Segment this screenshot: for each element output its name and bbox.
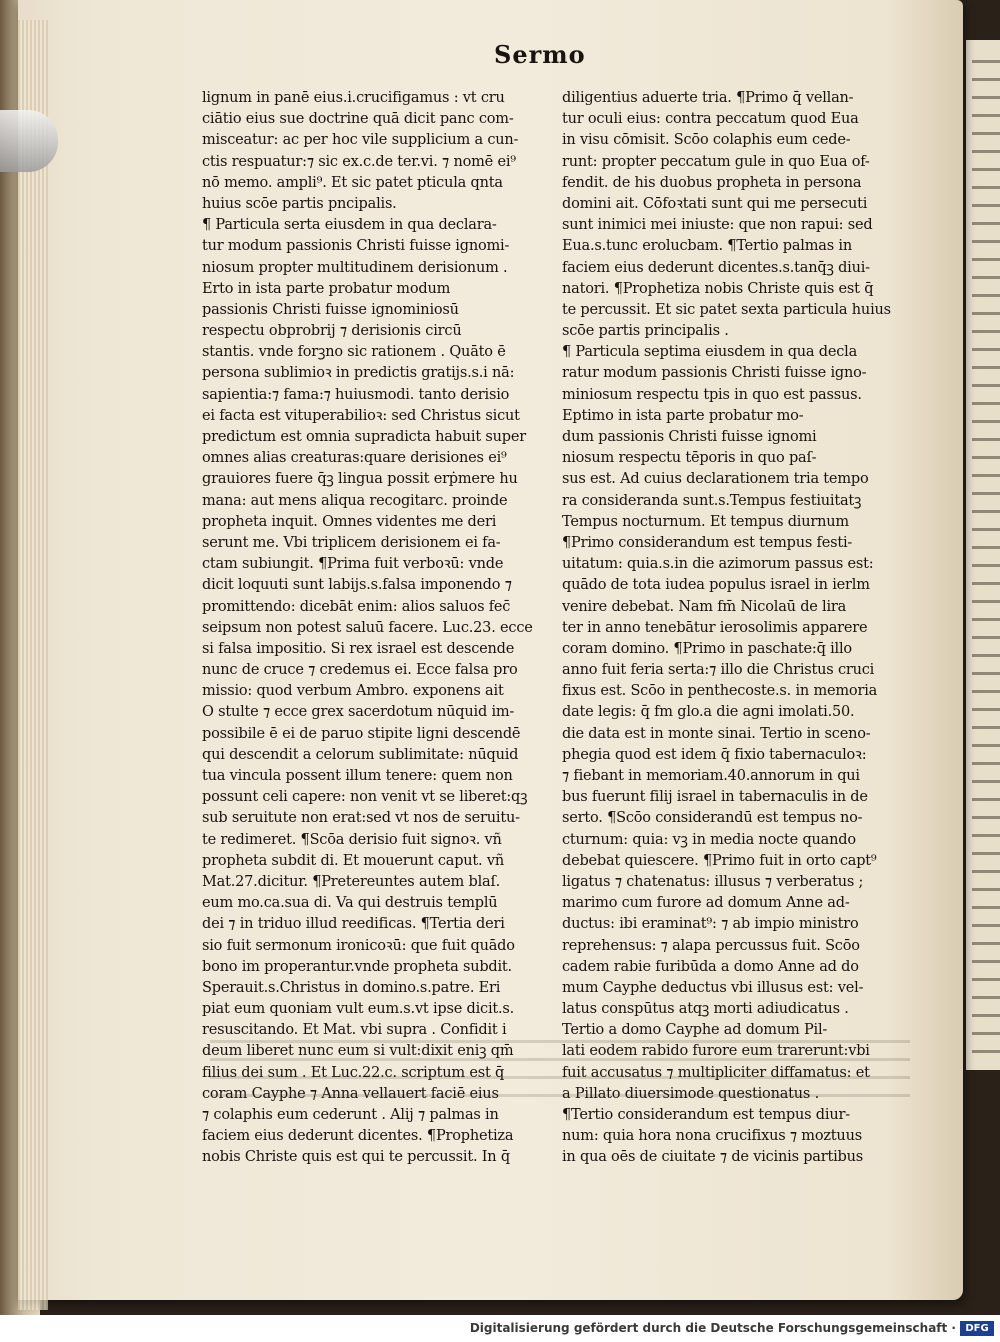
text-line: fendit. de his duobus propheta in persona [562,174,862,191]
text-line: propheta subdit di. Et mouerunt caput. vñ [202,852,505,869]
text-line: nunc de cruce ⁊ credemus ei. Ecce falsa pro [202,662,518,679]
text-line: lignum in panē eius.i.crucifigamus : vt cru [202,90,505,106]
text-line: grauiores fuere q̄ꝫ lingua possit erṗmere hu [202,471,518,488]
text-line: a Pillato diuersimode questionatus . [562,1085,819,1102]
text-line: uitatum: quia.s.in die azimorum passus est: [562,556,874,573]
text-line: ctam subiungit. ¶Prima fuit verboꝛū: vnde [202,556,504,573]
text-line: natori. ¶Prophetiza nobis Christe quis est q̄ [562,280,874,297]
text-line: die data est in monte sinai. Tertio in sceno- [562,725,871,742]
text-line: ei facta est vituperabilioꝛ: sed Christus sicut [202,407,520,424]
text-line: missio: quod verbum Ambro. exponens ait [202,683,504,700]
text-line: dicit loquuti sunt labijs.s.falsa imponendo ⁊ [202,577,512,594]
text-line: in visu cōmisit. Scōo colaphis eum cede- [562,132,851,149]
text-line: possibile ē ei de paruo stipite ligni descendē [202,725,521,742]
text-line: phegia quod est idem q̄ fixio tabernaculoꝛ: [562,746,867,763]
text-line: ratur modum passionis Christi fuisse igno- [562,365,867,382]
text-line: coram Cayphe ⁊ Anna vellauert faciē eius [202,1085,499,1102]
text-line: dei ⁊ in triduo illud reedificas. ¶Tertia deri [202,916,505,933]
text-line: respectu obprobrij ⁊ derisionis circū [202,323,462,340]
text-line: sub seruitute non erat:sed vt nos de seruitu- [202,810,520,827]
text-line: Tempus nocturnum. Et tempus diurnum [562,513,849,530]
text-line: ciātio eius sue doctrine quā dicit panc com- [202,111,514,128]
text-line: tur oculi eius: contra peccatum quod Eua [562,111,859,128]
text-line: te redimeret. ¶Scōa derisio fuit signoꝛ. vñ [202,831,502,848]
text-line: faciem eius dederunt dicentes.s.tanq̄ꝫ diui- [562,259,870,276]
text-line: dum passionis Christi fuisse ignomi [562,429,817,445]
text-line: sunt inimici mei iniuste: que non rapui: sed [562,217,873,234]
text-line: tua vincula possent illum tenere: quem non [202,768,513,784]
text-line: resuscitando. Et Mat. vbi supra . Confidit i [202,1022,507,1039]
running-title: Sermo [494,40,586,69]
text-line: runt: propter peccatum gule in quo Eua of- [562,153,870,170]
text-line: num: quia hora nona crucifixus ⁊ moztuus [562,1128,862,1145]
text-line: marimo cum furore ad domum Anne ad- [562,895,850,912]
bleed-through-text [210,1040,910,1100]
text-line: sus est. Ad cuius declarationem tria tempo [562,471,869,488]
text-line: ⁊ fiebant in memoriam.40.annorum in qui [562,768,860,784]
text-line: tur modum passionis Christi fuisse ignomi- [202,238,510,255]
text-line: latus conspūtus atqꝫ morti adiudicatus . [562,1001,849,1018]
text-line: cturnum: quia: vꝫ in media nocte quando [562,831,856,848]
text-line: promittendo: dicebāt enim: alios saluos fec̄ [202,598,511,615]
text-line: ¶Primo considerandum est tempus festi- [562,534,853,551]
text-line: debebat quiescere. ¶Primo fuit in orto capt⁹ [562,852,877,869]
text-line: faciem eius dederunt dicentes. ¶Prophetiza [202,1128,514,1145]
text-line: persona sublimioꝛ in predictis gratijs.s.i nā: [202,365,515,382]
text-line: nobis Christe quis est qui te percussit. In q̄ [202,1149,510,1166]
text-line: predictum est omnia supradicta habuit super [202,429,526,445]
text-line: ra consideranda sunt.s.Tempus festiuitatꝫ [562,492,862,509]
text-line: serunt me. Vbi triplicem derisionem ei fa- [202,534,501,551]
text-line: huius scōe partis pncipalis. [202,195,397,212]
text-line: fixus est. Scōo in penthecoste.s. in memoria [562,683,878,700]
text-line: scōe partis principalis . [562,323,729,340]
text-line: fuit accusatus ⁊ multipliciter diffamatus: et [562,1064,870,1081]
text-line: mana: aut mens aliqua recogitarc. proinde [202,492,508,509]
text-line: Eua.s.tunc erolucbam. ¶Tertio palmas in [562,238,852,255]
text-line: anno fuit feria serta:⁊ illo die Christus cruci [562,662,875,679]
text-line: miniosum respectu tpis in quo est passus. [562,386,862,403]
page-clip [0,110,58,172]
text-line: Erto in ista parte probatur modum [202,280,451,297]
text-line: misceatur: ac per hoc vile supplicium a cun- [202,132,519,149]
text-line: Eptimo in ista parte probatur mo- [562,407,804,424]
text-line: ¶ Particula serta eiusdem in qua declara- [202,217,497,234]
text-line: qui descendit a celorum sublimitate: nūquid [202,746,519,763]
text-line: ctis respuatur:⁊ sic ex.c.de ter.vi. ⁊ nomē ei⁹ [202,153,516,170]
footer-bar [0,1315,1000,1342]
text-line: te percussit. Et sic patet sexta particula huius [562,301,891,318]
text-line: Sperauit.s.Christus in domino.s.patre. Eri [202,979,501,996]
dfg-logo: DFG [960,1321,994,1336]
text-line: nō memo. ampli⁹. Et sic patet pticula qnta [202,174,503,191]
text-line: O stulte ⁊ ecce grex sacerdotum nūquid im- [202,704,515,721]
text-line: Mat.27.dicitur. ¶Pretereuntes autem blaſ. [202,873,501,890]
text-line: propheta inquit. Omnes videntes me deri [202,513,497,530]
text-line: lati eodem rabido furore eum trarerunt:vbi [562,1043,870,1060]
text-line: date legis: q̄ fm glo.a die agni imolati.50. [562,704,855,721]
text-line: seipsum non potest saluū facere. Luc.23. ecce [202,619,533,636]
text-line: bus fuerunt filij israel in tabernaculis in de [562,789,868,806]
text-line: niosum respectu tēporis in quo paſ- [562,450,817,467]
text-line: domini ait. Cōfoꝛtati sunt qui me persecuti [562,195,868,212]
text-line: filius dei sum . Et Luc.22.c. scriptum est q̄ [202,1064,505,1081]
text-line: omnes alias creaturas:quare derisiones ei⁹ [202,450,507,467]
right-text-column [562,88,907,1169]
text-line: ligatus ⁊ chatenatus: illusus ⁊ verberatus ; [562,873,864,890]
text-line: niosum propter multitudinem derisionum . [202,259,508,276]
text-line: coram domino. ¶Primo in paschate:q̄ illo [562,640,852,657]
text-line: diligentius aduerte tria. ¶Primo q̄ vellan- [562,90,854,106]
text-line: venire debebat. Nam fm̄ Nicolaū de lira [562,598,847,615]
text-line: eum mo.ca.sua di. Va qui destruis templū [202,895,498,912]
left-text-column [202,88,547,1169]
text-line: mum Cayphe deductus vbi illusus est: vel- [562,979,864,996]
text-line: possunt celi capere: non venit vt se liberet:qꝫ [202,789,528,806]
text-line: ¶ Particula septima eiusdem in qua decla [562,344,858,361]
text-line: sapientia:⁊ fama:⁊ huiusmodi. tanto derisio [202,386,510,403]
running-header [494,40,594,76]
text-line: reprehensus: ⁊ alapa percussus fuit. Scōo [562,937,860,954]
text-line: ductus: ibi eraminat⁹: ⁊ ab impio ministro [562,916,859,933]
text-line: cadem rabie furibūda a domo Anne ad do [562,958,859,975]
text-line: piat eum quoniam vult eum.s.vt ipse dicit.s. [202,1001,515,1018]
page-edges [18,20,48,1310]
text-line: quādo de tota iudea populus israel in ierlm [562,577,870,594]
text-line: ⁊ colaphis eum cederunt . Alij ⁊ palmas in [202,1107,499,1123]
text-line: bono im properantur.vnde propheta subdit. [202,958,512,975]
facing-page-text [972,60,1000,1060]
text-line: in qua oēs de ciuitate ⁊ de vicinis partibus [562,1149,864,1166]
text-line: ¶Tertio considerandum est tempus diur- [562,1107,850,1123]
text-line: serto. ¶Scōo considerandū est tempus no- [562,810,863,827]
text-line: Tertio a domo Cayphe ad domum Pil- [562,1022,828,1039]
text-line: deum liberet nunc eum si vult:dixit eniꝫ qm̄ [202,1043,514,1060]
text-line: stantis. vnde forꝫno sic rationem . Quāto ē [202,344,506,361]
text-line: sio fuit sermonum ironicoꝛū: que fuit quādo [202,937,515,954]
text-line: ter in anno tenebātur ierosolimis apparere [562,619,868,636]
text-line: passionis Christi fuisse ignominiosū [202,301,459,318]
text-line: si falsa impositio. Si rex israel est descende [202,640,515,657]
funding-credit: Digitalisierung gefördert durch die Deutsche Forschungsgemeinschaft · [469,1321,956,1335]
